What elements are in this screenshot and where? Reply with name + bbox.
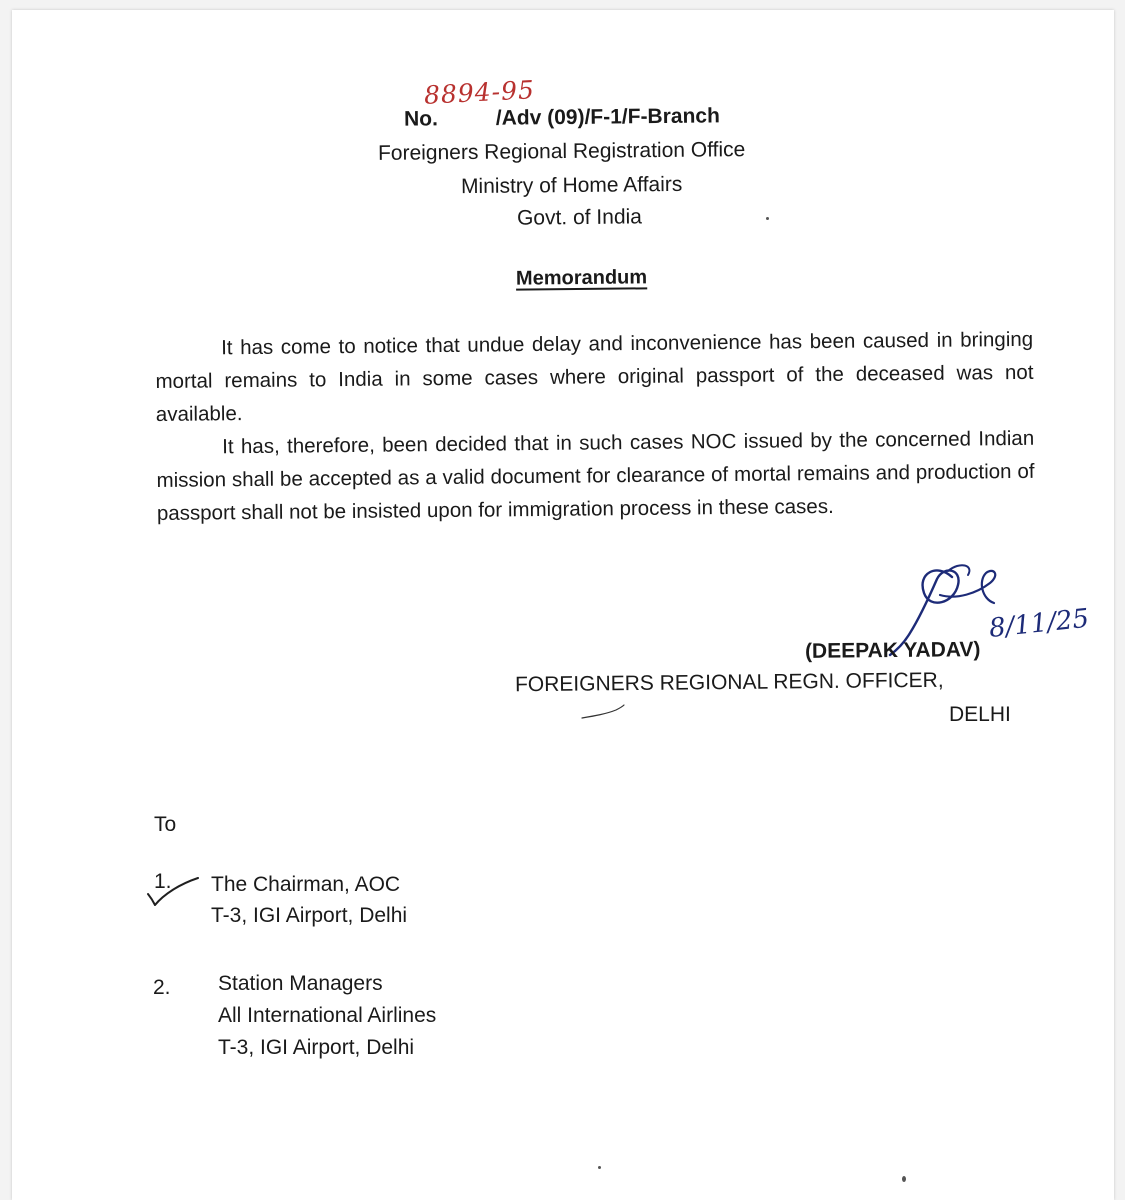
- recipient-2-line-1: Station Managers: [218, 972, 383, 995]
- file-number: [404, 104, 720, 131]
- pen-stroke-mark: [580, 704, 630, 724]
- recipient-2-line-3: T-3, IGI Airport, Delhi: [218, 1036, 415, 1059]
- recipient-1-line-2: T-3, IGI Airport, Delhi: [211, 904, 408, 927]
- office-name: Foreigners Regional Registration Office: [377, 138, 746, 165]
- memo-body: [155, 323, 1035, 530]
- recipient-2-number: 2.: [153, 976, 171, 999]
- recipient-1-number: 1.: [154, 870, 172, 893]
- memorandum-page: [12, 10, 1114, 1200]
- government-name: Govt. of India: [516, 205, 643, 230]
- scan-speck: [766, 217, 769, 220]
- tick-mark-icon: [142, 872, 202, 906]
- to-label: To: [154, 813, 177, 836]
- memo-heading: Memorandum: [515, 266, 648, 290]
- memo-paragraph-2: It has, therefore, been decided that in such cases NOC issued by the concerned Indian mission shall be accepted as a valid document for clearance of mortal remains and production of passport shall not be insisted upon for immigration process in these cases.: [156, 426, 1035, 525]
- handwritten-dispatch-number: 8894-95: [423, 75, 536, 110]
- scan-speck: [902, 1176, 906, 1182]
- file-number-prefix: No.: [403, 107, 438, 131]
- recipient-2-line-2: All International Airlines: [218, 1004, 437, 1027]
- signature-date: 8/11/25: [987, 603, 1091, 644]
- signatory-place: DELHI: [949, 703, 1011, 726]
- signatory-designation: FOREIGNERS REGIONAL REGN. OFFICER,: [514, 668, 944, 697]
- ministry-name: Ministry of Home Affairs: [460, 172, 683, 199]
- scan-speck: [598, 1166, 601, 1169]
- signatory-name: (DEEPAK YADAV): [804, 638, 981, 663]
- memo-paragraph-1: It has come to notice that undue delay and inconvenience has been caused in bringing mortal remains to India in some cases where original passport of the deceased was not available.: [155, 327, 1034, 426]
- file-number-suffix: /Adv (09)/F-1/F-Branch: [495, 104, 720, 130]
- recipient-1-line-1: The Chairman, AOC: [211, 873, 401, 896]
